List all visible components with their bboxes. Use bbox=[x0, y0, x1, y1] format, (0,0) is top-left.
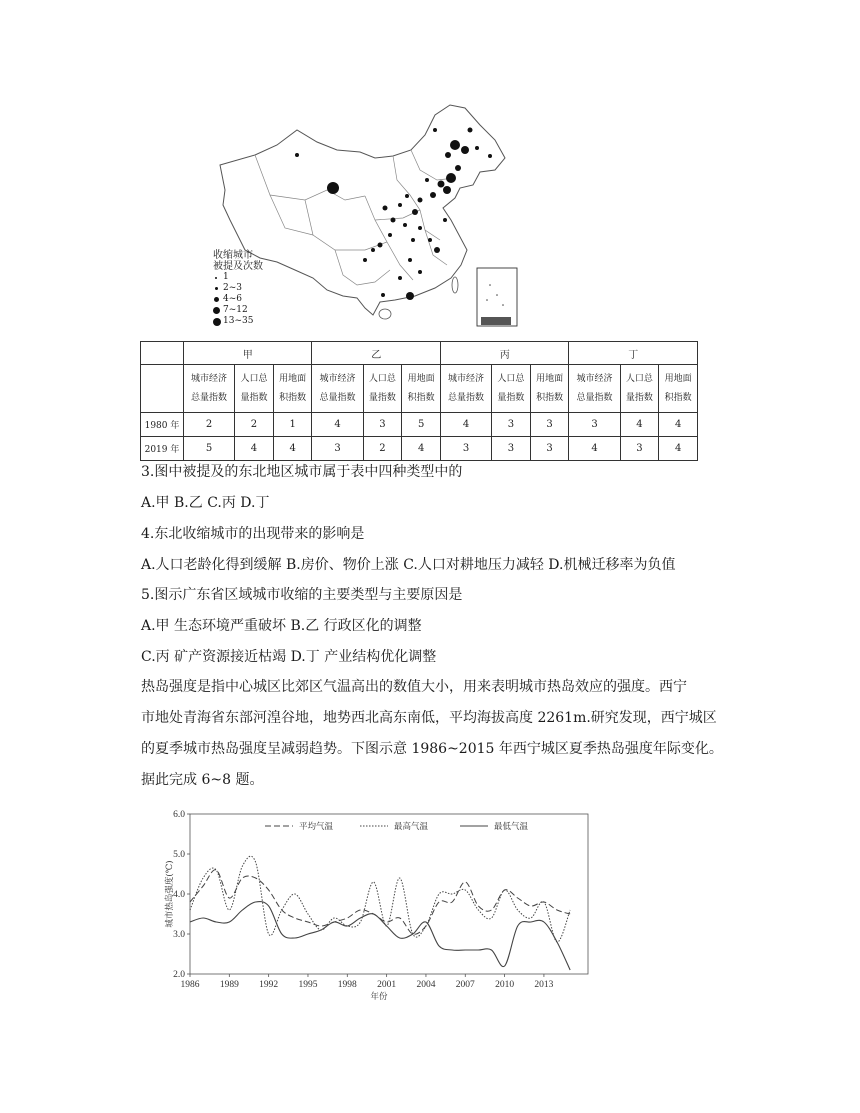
table-row-2019 bbox=[141, 437, 698, 461]
x-tick-label: 2013 bbox=[534, 980, 554, 990]
table-cell: 4 bbox=[273, 437, 312, 461]
table-cell: 5 bbox=[184, 437, 235, 461]
table-cell: 3 bbox=[312, 437, 363, 461]
question-4-options: A.人口老龄化得到缓解 B.房价、物价上涨 C.人口对耕地压力减轻 D.机械迁移率为负值 bbox=[141, 557, 676, 573]
metric-header: 用地面 积指数 bbox=[402, 365, 441, 413]
table-cell: 4 bbox=[659, 437, 698, 461]
table-cell: 3 bbox=[530, 437, 569, 461]
x-tick-label: 2004 bbox=[416, 980, 436, 990]
metric-header: 城市经济 总量指数 bbox=[569, 365, 620, 413]
x-tick-label: 1992 bbox=[259, 980, 279, 990]
row-year: 2019 年 bbox=[141, 437, 184, 461]
table-cell: 3 bbox=[620, 437, 659, 461]
table-cell: 1 bbox=[273, 413, 312, 437]
question-5-options-1: A.甲 生态环境严重破坏 B.乙 行政区化的调整 bbox=[141, 618, 422, 634]
metric-header: 城市经济 总量指数 bbox=[184, 365, 235, 413]
question-3: 3.图中被提及的东北地区城市属于表中四种类型中的 bbox=[141, 464, 463, 480]
legend-item: 2~3 bbox=[213, 283, 273, 294]
paragraph-line-3: 的夏季城市热岛强度呈减弱趋势。下图示意 1986~2015 年西宁城区夏季热岛强度年际变化。 bbox=[141, 741, 723, 757]
table-cell: 4 bbox=[235, 437, 274, 461]
group-header: 乙 bbox=[312, 342, 440, 365]
metric-header: 用地面 积指数 bbox=[273, 365, 312, 413]
y-axis-label: 城市热岛强度(℃) bbox=[165, 860, 175, 928]
table-cell: 4 bbox=[569, 437, 620, 461]
table-cell: 3 bbox=[492, 437, 531, 461]
legend-item: 4~6 bbox=[213, 294, 273, 305]
y-tick-label: 4.0 bbox=[173, 890, 185, 900]
legend-title-line2: 被提及次数 bbox=[213, 261, 263, 272]
table-cell: 4 bbox=[402, 437, 441, 461]
y-tick-label: 5.0 bbox=[173, 850, 185, 860]
question-4: 4.东北收缩城市的出现带来的影响是 bbox=[141, 526, 365, 542]
heat-island-chart bbox=[160, 806, 590, 1006]
paragraph-line-2: 市地处青海省东部河湟谷地，地势西北高东南低，平均海拔高度 2261m.研究发现，西宁城区 bbox=[141, 710, 717, 726]
city-dots bbox=[295, 128, 492, 301]
table-cell: 3 bbox=[530, 413, 569, 437]
paragraph-line-1: 热岛强度是指中心城区比郊区气温高出的数值大小，用来表明城市热岛效应的强度。西宁 bbox=[141, 679, 687, 695]
y-tick-label: 6.0 bbox=[173, 810, 185, 820]
metric-header: 用地面 积指数 bbox=[530, 365, 569, 413]
y-tick-label: 2.0 bbox=[173, 970, 185, 980]
table-cell: 3 bbox=[492, 413, 531, 437]
table-cell: 5 bbox=[402, 413, 441, 437]
question-5: 5.图示广东省区域城市收缩的主要类型与主要原因是 bbox=[141, 587, 463, 603]
table-group-header bbox=[141, 342, 698, 365]
table-cell: 2 bbox=[363, 437, 402, 461]
series-line-dotted bbox=[190, 856, 570, 942]
china-shrinking-cities-map bbox=[215, 100, 520, 330]
metric-header: 用地面 积指数 bbox=[659, 365, 698, 413]
group-header: 丙 bbox=[440, 342, 568, 365]
legend-label: 最高气温 bbox=[394, 822, 429, 832]
metric-header: 城市经济 总量指数 bbox=[440, 365, 491, 413]
table-cell: 4 bbox=[312, 413, 363, 437]
heat-island-line-chart bbox=[160, 806, 590, 1006]
series-line-solid bbox=[190, 902, 570, 970]
question-5-options-2: C.丙 矿产资源接近枯竭 D.丁 产业结构优化调整 bbox=[141, 649, 437, 665]
table-cell: 3 bbox=[440, 437, 491, 461]
legend-label: 平均气温 bbox=[299, 822, 334, 832]
table-metric-header bbox=[141, 365, 698, 413]
x-tick-label: 1986 bbox=[180, 980, 200, 990]
x-tick-label: 2007 bbox=[455, 980, 475, 990]
legend-label: 最低气温 bbox=[494, 822, 529, 832]
question-3-options: A.甲 B.乙 C.丙 D.丁 bbox=[141, 495, 270, 511]
metric-header: 人口总 量指数 bbox=[363, 365, 402, 413]
metric-header: 城市经济 总量指数 bbox=[312, 365, 363, 413]
legend-title-line1: 收缩城市 bbox=[213, 250, 253, 261]
table-cell: 3 bbox=[363, 413, 402, 437]
legend-item: 7~12 bbox=[213, 305, 273, 316]
x-tick-label: 1989 bbox=[219, 980, 239, 990]
plot-frame bbox=[190, 814, 588, 974]
table-cell: 2 bbox=[184, 413, 235, 437]
x-tick-label: 1998 bbox=[337, 980, 357, 990]
metric-header: 人口总 量指数 bbox=[492, 365, 531, 413]
x-axis-label: 年份 bbox=[370, 992, 388, 1002]
legend-item: 1 bbox=[213, 272, 273, 283]
table-cell: 4 bbox=[659, 413, 698, 437]
map-legend bbox=[213, 250, 273, 327]
table-cell: 4 bbox=[620, 413, 659, 437]
group-header: 甲 bbox=[184, 342, 312, 365]
paragraph-line-4: 据此完成 6~8 题。 bbox=[141, 772, 264, 788]
table-row-1980 bbox=[141, 413, 698, 437]
metric-header: 人口总 量指数 bbox=[235, 365, 274, 413]
y-tick-label: 3.0 bbox=[173, 930, 185, 940]
x-tick-label: 2010 bbox=[495, 980, 515, 990]
legend-item: 13~35 bbox=[213, 316, 273, 327]
row-year: 1980 年 bbox=[141, 413, 184, 437]
x-tick-label: 2001 bbox=[377, 980, 397, 990]
x-tick-label: 1995 bbox=[298, 980, 318, 990]
group-header: 丁 bbox=[569, 342, 698, 365]
table-cell: 4 bbox=[440, 413, 491, 437]
table-cell: 2 bbox=[235, 413, 274, 437]
city-type-table bbox=[140, 341, 698, 461]
table-cell: 3 bbox=[569, 413, 620, 437]
metric-header: 人口总 量指数 bbox=[620, 365, 659, 413]
